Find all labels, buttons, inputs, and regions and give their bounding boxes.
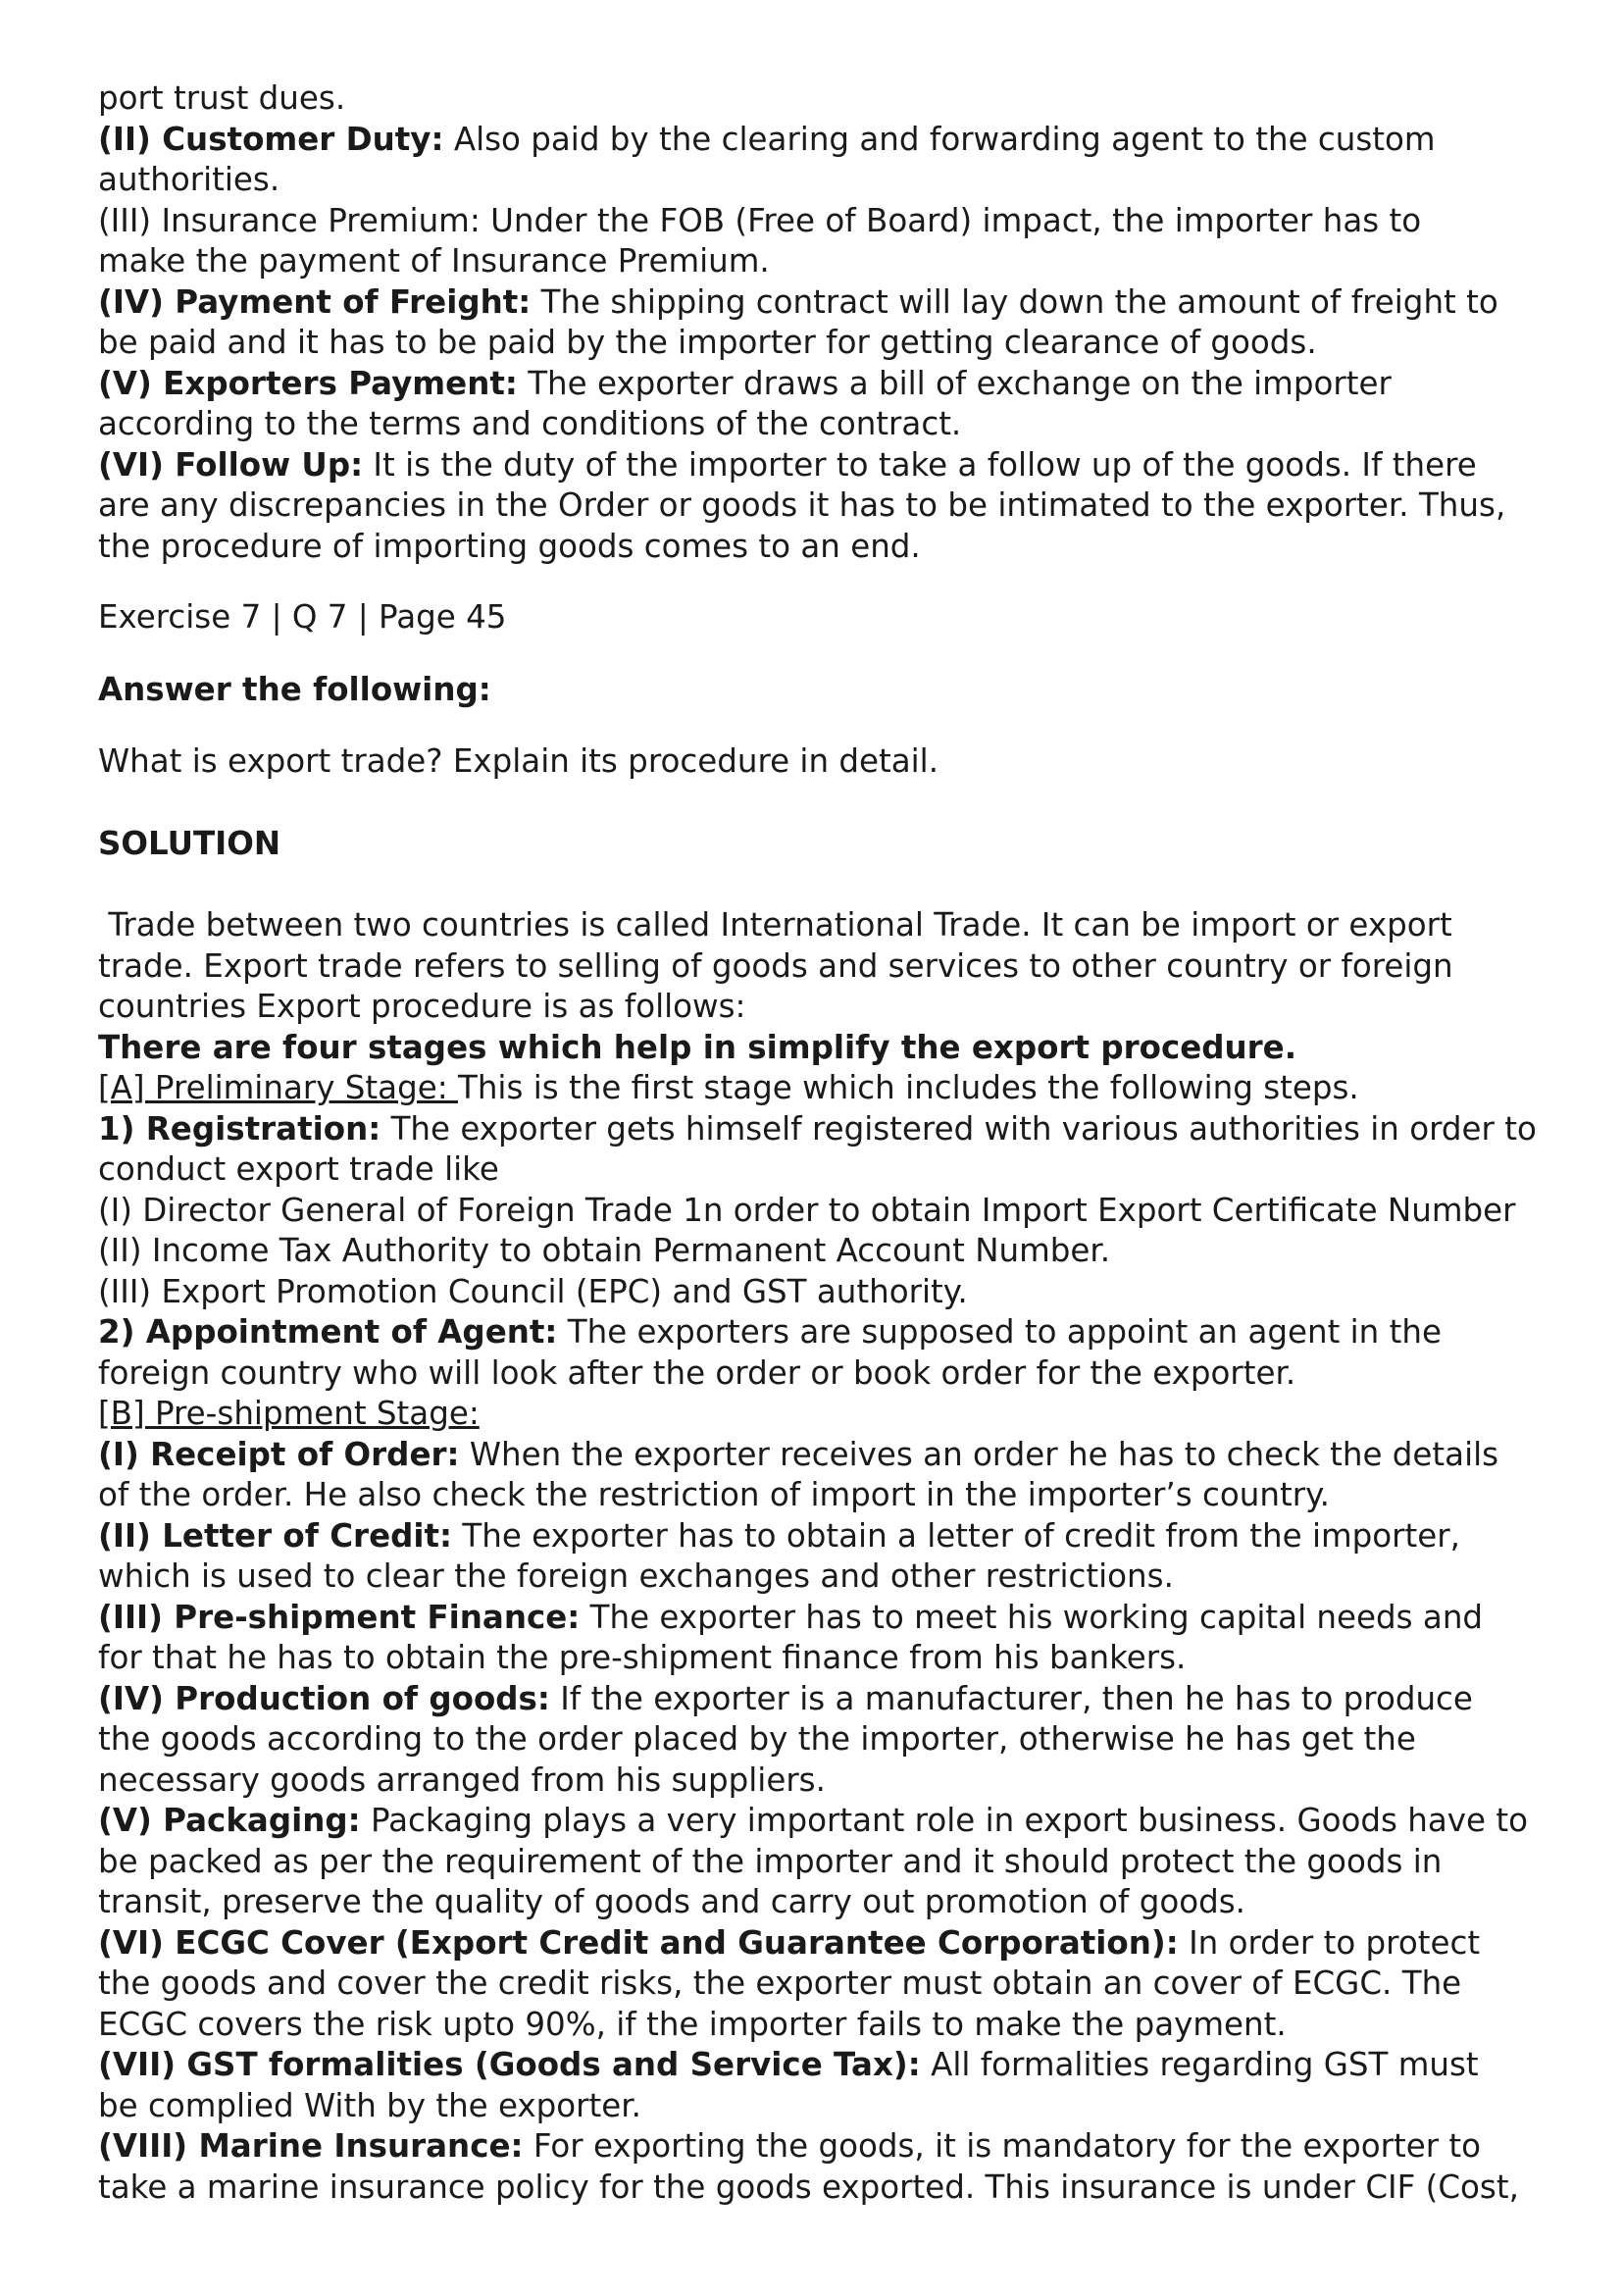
receipt-of-order-paragraph: (I) Receipt of Order: When the exporter receives an order he has to check the details: [98, 1435, 1499, 1473]
text-line: Trade between two countries is called International Trade. It can be import or export: [98, 906, 1452, 944]
ecgc-cover-paragraph: (VI) ECGC Cover (Export Credit and Guarantee Corporation): In order to protect: [98, 1923, 1481, 1962]
stage-a-label: [A] Preliminary Stage:: [98, 1069, 458, 1106]
stages-heading: There are four stages which help in simplify the export procedure.: [98, 1028, 1297, 1066]
stage-b-heading: [98, 1394, 1549, 1435]
registration-item: (III) Export Promotion Council (EPC) and GST authority.: [98, 1272, 968, 1310]
text-line: of the order. He also check the restriction of import in the importer’s country.: [98, 1476, 1330, 1513]
solution-heading: SOLUTION: [98, 824, 281, 862]
text-line: countries Export procedure is as follows:: [98, 988, 746, 1025]
payment-of-freight-paragraph: (IV) Payment of Freight: The shipping contract will lay down the amount of freight to: [98, 282, 1498, 321]
loc-label: (II) Letter of Credit:: [98, 1516, 453, 1555]
text-line: for that he has to obtain the pre-shipment finance from his bankers.: [98, 1639, 1187, 1676]
text-line: be packed as per the requirement of the importer and it should protect the goods in: [98, 1842, 1443, 1880]
exporters-payment-paragraph: (V) Exporters Payment: The exporter draws a bill of exchange on the importer: [98, 364, 1392, 402]
insurance-premium-paragraph: (III) Insurance Premium: Under the FOB (Free of Board) impact, the importer has to: [98, 201, 1422, 239]
text-line: be paid and it has to be paid by the importer for getting clearance of goods.: [98, 324, 1317, 361]
exporters-payment-label: (V) Exporters Payment:: [98, 364, 518, 402]
document-page: [98, 78, 1549, 2208]
follow-up-label: (VI) Follow Up:: [98, 445, 364, 484]
gst-formalities-paragraph: (VII) GST formalities (Goods and Service Tax): All formalities regarding GST must: [98, 2046, 1479, 2083]
ecgc-label: (VI) ECGC Cover (Export Credit and Guarantee Corporation):: [98, 1923, 1179, 1962]
customs-duty-paragraph: (II) Customer Duty: Also paid by the clearing and forwarding agent to the custom: [98, 120, 1436, 158]
question-text: What is export trade? Explain its procedure in detail.: [98, 742, 939, 780]
text-line: necessary goods arranged from his suppliers.: [98, 1760, 826, 1799]
registration-item: (I) Director General of Foreign Trade 1n order to obtain Import Export Certificate Number: [98, 1191, 1516, 1229]
agent-label: 2) Appointment of Agent:: [98, 1313, 558, 1351]
marine-insurance-paragraph: (VIII) Marine Insurance: For exporting the goods, it is mandatory for the exporter to: [98, 2127, 1482, 2165]
text-line: the goods according to the order placed by the importer, otherwise he has get the: [98, 1720, 1416, 1758]
registration-item: (II) Income Tax Authority to obtain Permanent Account Number.: [98, 1232, 1111, 1269]
text-line: which is used to clear the foreign exchanges and other restrictions.: [98, 1557, 1174, 1595]
marine-label: (VIII) Marine Insurance:: [98, 2127, 524, 2165]
text-line: the procedure of importing goods comes to an end.: [98, 527, 921, 565]
customs-duty-label: (II) Customer Duty:: [98, 120, 444, 158]
stage-a-paragraph: [A] Preliminary Stage: This is the first stage which includes the following steps.: [98, 1069, 1359, 1106]
text-line: ECGC covers the risk upto 90%, if the importer fails to make the payment.: [98, 2005, 1287, 2043]
text-line: conduct export trade like: [98, 1150, 499, 1188]
question-instruction: Answer the following:: [98, 670, 491, 708]
text-line: make the payment of Insurance Premium.: [98, 242, 770, 280]
registration-label: 1) Registration:: [98, 1109, 381, 1148]
appointment-of-agent-paragraph: 2) Appointment of Agent: The exporters are supposed to appoint an agent in the: [98, 1313, 1442, 1351]
text-line: be complied With by the exporter.: [98, 2086, 641, 2124]
text-line: according to the terms and conditions of the contract.: [98, 405, 962, 442]
solution-body: [98, 905, 1549, 2208]
text-line: foreign country who will look after the order or book order for the exporter.: [98, 1353, 1296, 1392]
text-line: authorities.: [98, 161, 280, 198]
packaging-paragraph: (V) Packaging: Packaging plays a very important role in export business. Goods have to: [98, 1802, 1528, 1839]
text-line: are any discrepancies in the Order or goods it has to be intimated to the exporter. Thus,: [98, 486, 1506, 524]
exercise-reference: Exercise 7 | Q 7 | Page 45: [98, 598, 507, 636]
text-line: port trust dues.: [98, 79, 346, 117]
stage-b-label: [B] Pre-shipment Stage:: [98, 1395, 480, 1432]
text-line: transit, preserve the quality of goods and carry out promotion of goods.: [98, 1883, 1245, 1920]
pre-shipment-finance-paragraph: (III) Pre-shipment Finance: The exporter has to meet his working capital needs and: [98, 1598, 1484, 1636]
text-line: take a marine insurance policy for the goods exported. This insurance is under CIF (Cost,: [98, 2168, 1519, 2206]
production-label: (IV) Production of goods:: [98, 1679, 550, 1717]
registration-paragraph: 1) Registration: The exporter gets himself registered with various authorities in order to: [98, 1109, 1537, 1148]
text-line: the goods and cover the credit risks, the exporter must obtain an cover of ECGC. The: [98, 1964, 1462, 2002]
packaging-label: (V) Packaging:: [98, 1802, 361, 1839]
letter-of-credit-paragraph: (II) Letter of Credit: The exporter has to obtain a letter of credit from the importer,: [98, 1516, 1460, 1555]
receipt-label: (I) Receipt of Order:: [98, 1435, 460, 1473]
import-procedure-continuation: [98, 78, 1549, 567]
production-of-goods-paragraph: (IV) Production of goods: If the exporter is a manufacturer, then he has to produce: [98, 1679, 1473, 1717]
freight-label: (IV) Payment of Freight:: [98, 282, 532, 321]
text-line: trade. Export trade refers to selling of goods and services to other country or foreign: [98, 946, 1453, 985]
finance-label: (III) Pre-shipment Finance:: [98, 1598, 581, 1636]
follow-up-paragraph: (VI) Follow Up: It is the duty of the importer to take a follow up of the goods. If there: [98, 445, 1477, 484]
gst-label: (VII) GST formalities (Goods and Service Tax):: [98, 2046, 921, 2083]
